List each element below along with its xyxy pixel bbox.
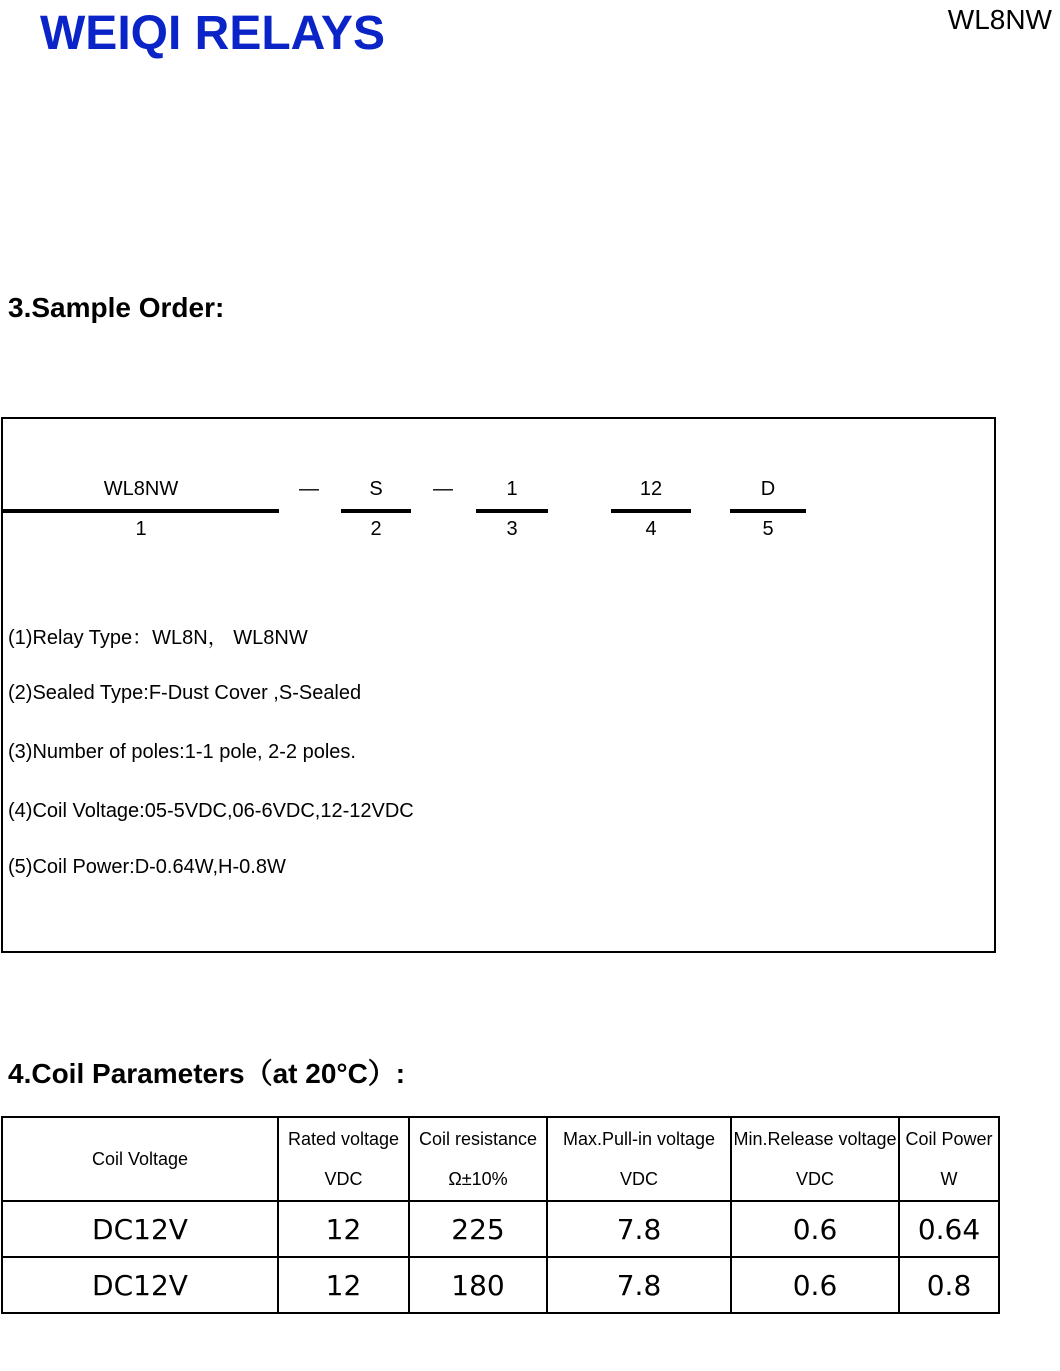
coil-parameters-table xyxy=(1,1116,1000,1314)
cell-coil-power: 0.64 xyxy=(899,1201,999,1257)
code-segment-3 xyxy=(476,477,548,541)
code-segment-2 xyxy=(341,477,411,541)
code-segment-index: 1 xyxy=(135,518,147,540)
code-dash-1: — xyxy=(299,478,319,500)
header-coil-resistance: Coil resistance Ω±10% xyxy=(409,1117,547,1201)
header-max-pullin-voltage: Max.Pull-in voltage VDC xyxy=(547,1117,731,1201)
cell-max-pullin-voltage: 7.8 xyxy=(547,1257,731,1313)
code-segment-underline xyxy=(341,509,411,513)
cell-rated-voltage: 12 xyxy=(278,1257,409,1313)
code-segment-value: WL8NW xyxy=(103,478,179,500)
code-segment-index: 2 xyxy=(370,518,382,540)
code-segment-value: D xyxy=(760,478,776,500)
code-segment-index: 3 xyxy=(506,518,518,540)
code-segment-underline xyxy=(730,509,806,513)
table-row xyxy=(2,1201,999,1257)
cell-coil-voltage: DC12V xyxy=(2,1257,278,1313)
cell-coil-resistance: 180 xyxy=(409,1257,547,1313)
code-segment-underline xyxy=(3,509,279,513)
header-min-release-voltage: Min.Release voltage VDC xyxy=(731,1117,899,1201)
table-row xyxy=(2,1257,999,1313)
sample-order-title: 3.Sample Order: xyxy=(8,292,225,323)
header-rated-voltage: Rated voltage VDC xyxy=(278,1117,409,1201)
code-segment-value: 12 xyxy=(639,478,663,500)
code-segment-4 xyxy=(611,477,691,541)
legend-coil-power: (5)Coil Power:D-0.64W,H-0.8W xyxy=(8,856,286,878)
legend-poles: (3)Number of poles:1-1 pole, 2-2 poles. xyxy=(8,741,356,763)
cell-coil-voltage: DC12V xyxy=(2,1201,278,1257)
header-coil-voltage: Coil Voltage xyxy=(2,1117,278,1201)
model-number: WL8NW xyxy=(947,4,1052,35)
cell-min-release-voltage: 0.6 xyxy=(731,1201,899,1257)
code-segment-index: 4 xyxy=(645,518,657,540)
cell-coil-power: 0.8 xyxy=(899,1257,999,1313)
legend-relay-type: (1)Relay Type：WL8N， WL8NW xyxy=(8,627,308,649)
code-segment-value: S xyxy=(369,478,383,500)
code-segment-5 xyxy=(730,477,806,541)
sample-order-box xyxy=(1,417,996,953)
legend-coil-voltage: (4)Coil Voltage:05-5VDC,06-6VDC,12-12VDC xyxy=(8,800,414,822)
table-header-row xyxy=(2,1117,999,1201)
cell-coil-resistance: 225 xyxy=(409,1201,547,1257)
code-segment-underline xyxy=(476,509,548,513)
code-segment-underline xyxy=(611,509,691,513)
code-dash-2: — xyxy=(433,478,453,500)
code-segment-index: 5 xyxy=(762,518,774,540)
cell-max-pullin-voltage: 7.8 xyxy=(547,1201,731,1257)
cell-rated-voltage: 12 xyxy=(278,1201,409,1257)
legend-sealed-type: (2)Sealed Type:F-Dust Cover ,S-Sealed xyxy=(8,682,362,704)
brand-logo: WEIQI RELAYS xyxy=(40,7,385,60)
header-coil-power: Coil Power W xyxy=(899,1117,999,1201)
code-segment-1 xyxy=(3,477,279,541)
cell-min-release-voltage: 0.6 xyxy=(731,1257,899,1313)
code-segment-value: 1 xyxy=(506,478,518,500)
coil-parameters-title: 4.Coil Parameters（at 20°C）: xyxy=(8,1058,406,1089)
